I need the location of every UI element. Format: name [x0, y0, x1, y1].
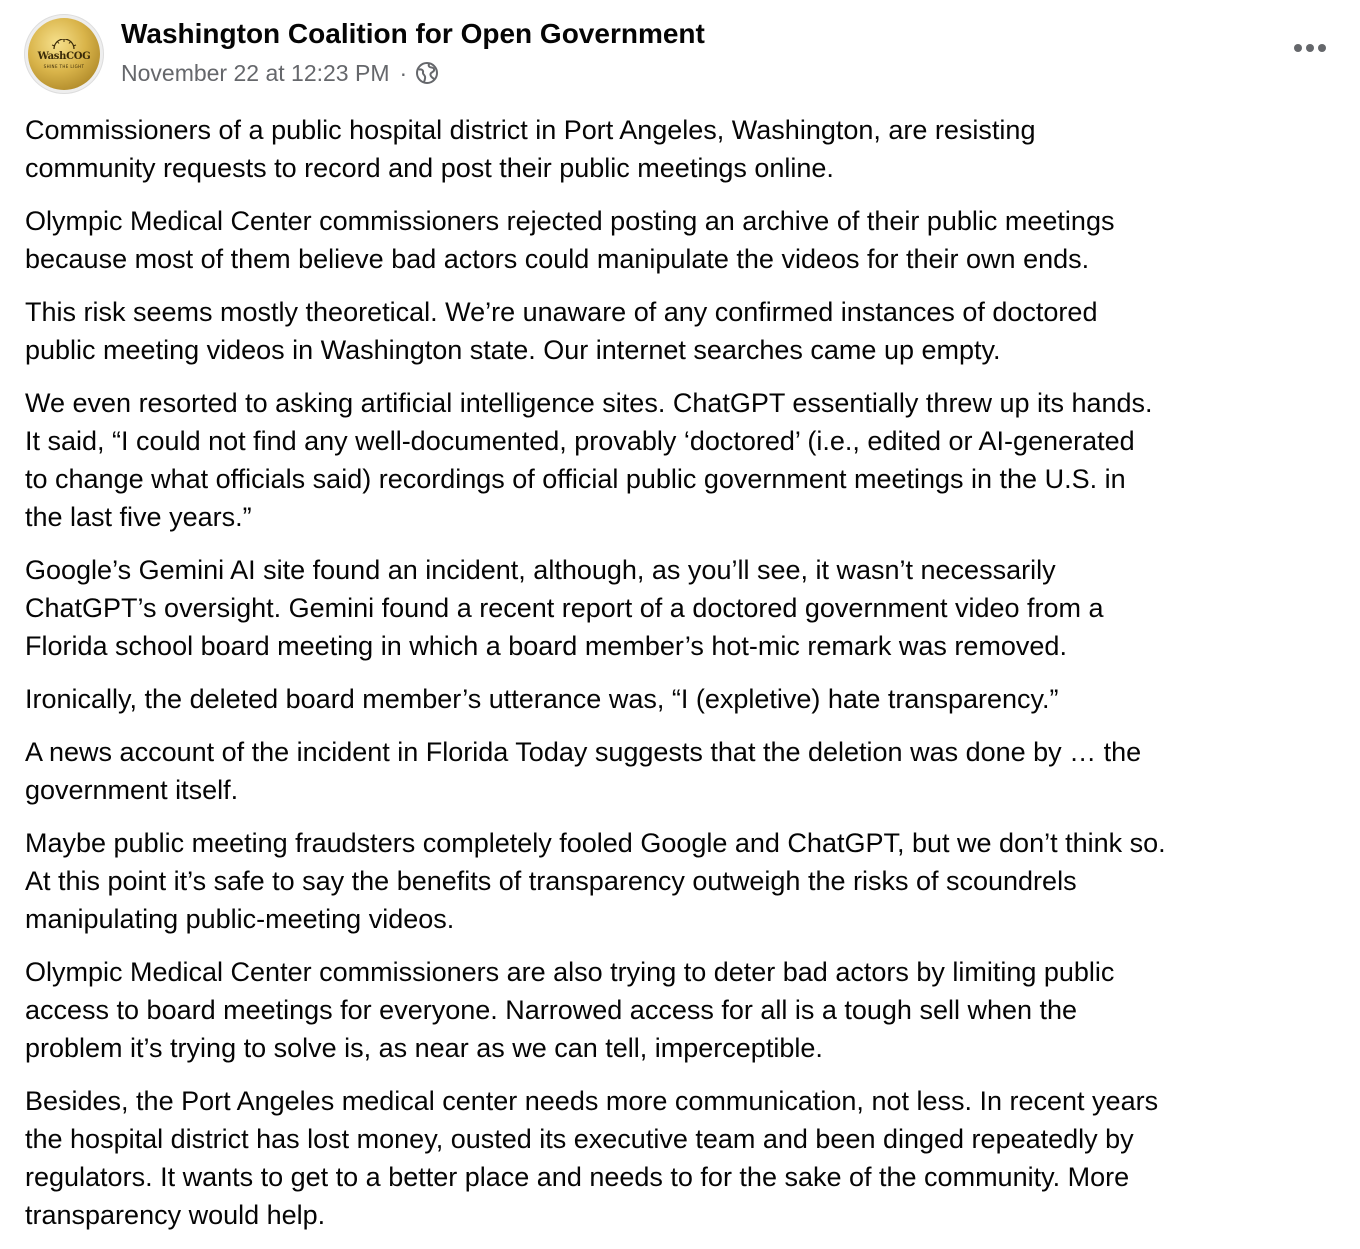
- post-timestamp-link[interactable]: November 22 at 12:23 PM: [121, 59, 390, 86]
- post-meta: [121, 56, 439, 90]
- meta-separator: ·: [399, 59, 408, 86]
- post-paragraph: Maybe public meeting fraudsters completely fooled Google and ChatGPT, but we don’t think so. At this point it’s safe to say the benefits of transparency outweigh the risks of scoundrels manipulating public-meeting videos.: [25, 828, 1166, 934]
- post-paragraph: Olympic Medical Center commissioners rejected posting an archive of their public meetings because most of them believe bad actors could manipulate the videos for their own ends.: [25, 206, 1115, 274]
- post-paragraph: This risk seems mostly theoretical. We’re unaware of any confirmed instances of doctored public meeting videos in Washington state. Our internet searches came up empty.: [25, 297, 1098, 365]
- post-body: [25, 111, 1345, 1249]
- post-options-button[interactable]: [1286, 30, 1334, 66]
- sun-icon: [51, 39, 77, 49]
- post-paragraph: Besides, the Port Angeles medical center needs more communication, not less. In recent years the hospital district has lost money, ousted its executive team and been dinged repeatedly by regulators. It wants to get to a better place and needs to for the sake of the community. More transparency would help.: [25, 1086, 1159, 1230]
- post-paragraph: Commissioners of a public hospital district in Port Angeles, Washington, are resisting community requests to record and post their public meetings online.: [25, 115, 1036, 183]
- ellipsis-icon: [1293, 43, 1327, 53]
- avatar-logo-text: WashCOG: [37, 51, 91, 62]
- post-header: [24, 14, 1334, 96]
- post-paragraph: Google’s Gemini AI site found an incident, although, as you’ll see, it wasn’t necessarily ChatGPT’s oversight. Gemini found a recent report of a doctored government video from a Florida school board meeting in which a board member’s hot-mic remark was removed.: [25, 555, 1104, 661]
- post-paragraph: A news account of the incident in Florida Today suggests that the deletion was done by … the government itself.: [25, 737, 1142, 805]
- globe-icon[interactable]: [415, 61, 439, 85]
- avatar-tagline: SHINE THE LIGHT: [43, 64, 85, 69]
- post-paragraph: Olympic Medical Center commissioners are also trying to deter bad actors by limiting public access to board meetings for everyone. Narrowed access for all is a tough sell when the problem it’s trying to solve is, as near as we can tell, imperceptible.: [25, 957, 1115, 1063]
- page-name-link[interactable]: Washington Coalition for Open Government: [121, 18, 705, 49]
- page-avatar[interactable]: [24, 14, 104, 94]
- avatar-logo: [28, 18, 100, 90]
- post-paragraph: Ironically, the deleted board member’s utterance was, “I (expletive) hate transparency.”: [25, 684, 1059, 714]
- post-paragraph: We even resorted to asking artificial intelligence sites. ChatGPT essentially threw up its hands. It said, “I could not find any well-documented, provably ‘doctored’ (i.e., edited or AI-generated to change what officials said) recordings of official public government meetings in the U.S. in the last five years.”: [25, 388, 1153, 532]
